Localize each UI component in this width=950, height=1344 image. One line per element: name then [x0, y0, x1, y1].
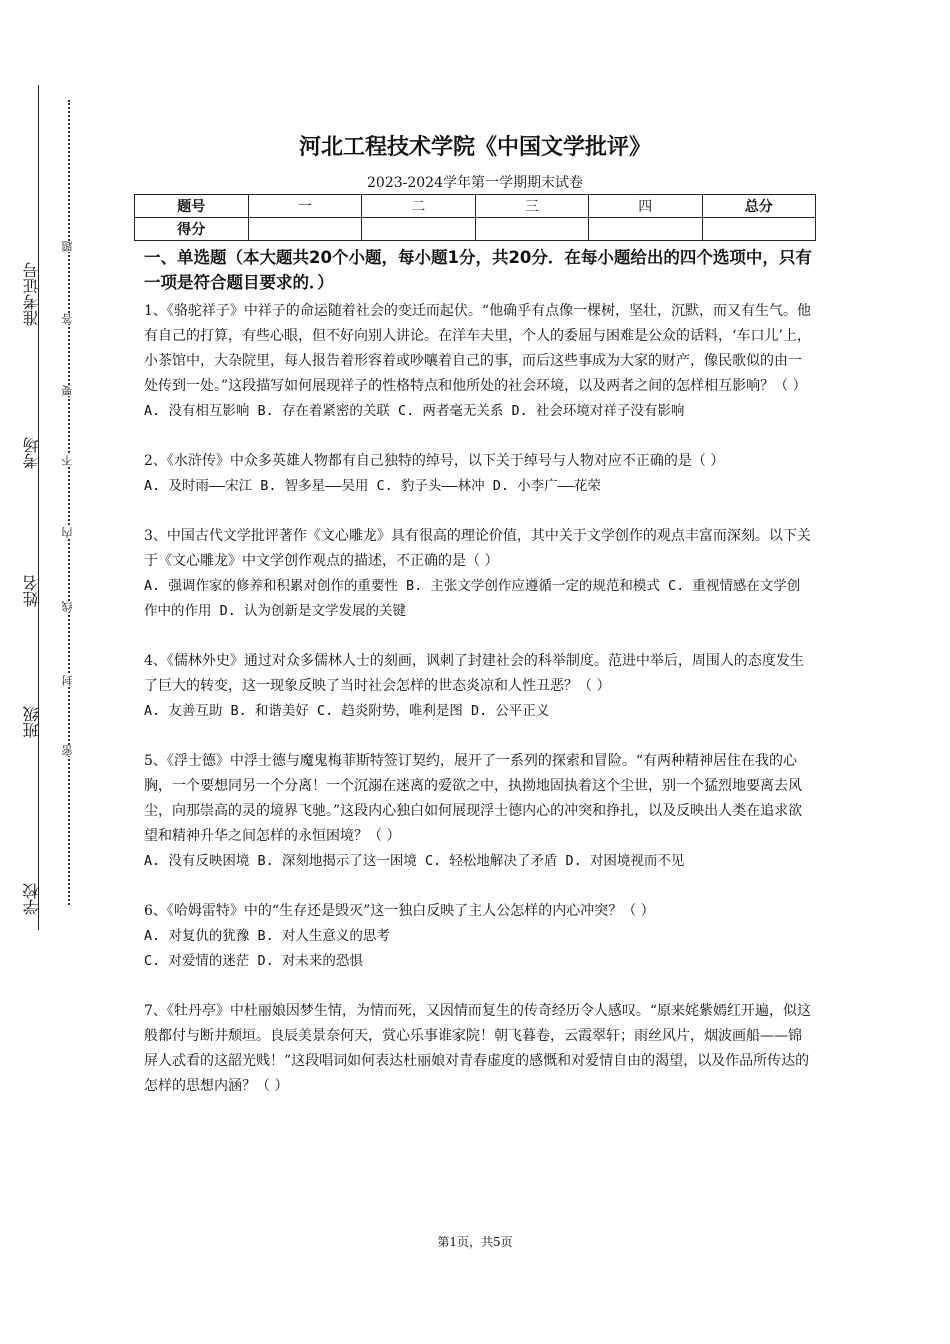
score-table	[134, 194, 816, 241]
seal-char: 要	[61, 385, 74, 396]
question-stem: 1、《骆驼祥子》中祥子的命运随着社会的变迁而起伏。“他确乎有点像一棵树，坚壮，沉默，而又有生气。他有自己的打算，有些心眼，但不好向别人讲论。在洋车夫里，个人的委屈与困难是公众的话料，‘车口儿’上，小茶馆中，大杂院里，每人报告着形容着或吵嚷着自己的事，而后这些事成为大家的财产，像民歌似的由一处传到一处。”这段描写如何展现祥子的性格特点和他所处的社会环境，以及两者之间的怎样相互影响？（ ）	[144, 303, 812, 394]
score-table-score-row	[135, 218, 816, 241]
margin-field-class: 班级	[22, 706, 41, 738]
seal-char: 线	[61, 601, 74, 612]
table-cell: 总分	[702, 195, 816, 218]
page-footer: 第1页，共5页	[437, 1235, 513, 1249]
table-cell: 得分	[135, 218, 249, 241]
table-cell: 题号	[135, 195, 249, 218]
question-options: A. 没有反映困境 B. 深刻地揭示了这一困境 C. 轻松地解决了矛盾 D. 对困境视而不见	[144, 853, 685, 869]
exam-content	[144, 245, 812, 1099]
score-cell	[589, 218, 703, 241]
question-stem: 6、《哈姆雷特》中的“生存还是毁灭”这一独白反映了主人公怎样的内心冲突？（ ）	[144, 903, 655, 919]
section-heading: 一、单选题（本大题共20个小题，每小题1分，共20分．在每小题给出的四个选项中，只有一项是符合题目要求的．）	[144, 248, 812, 292]
question-options: A. 及时雨——宋江 B. 智多星——吴用 C. 豹子头——林冲 D. 小李广——花荣	[144, 478, 601, 494]
question-stem: 4、《儒林外史》通过对众多儒林人士的刻画，讽刺了封建社会的科举制度。范进中举后，周围人的态度发生了巨大的转变，这一现象反映了当时社会怎样的世态炎凉和人性丑恶？（ ）	[144, 653, 804, 694]
margin-field-school: 学校	[22, 883, 41, 915]
binding-margin-dotted-line	[68, 100, 70, 905]
exam-title: 河北工程技术学院《中国文学批评》	[298, 135, 651, 160]
score-cell	[362, 218, 476, 241]
score-cell	[702, 218, 816, 241]
question-options: C. 对爱情的迷茫 D. 对未来的恐惧	[144, 953, 363, 969]
question-stem: 2、《水浒传》中众多英雄人物都有自己独特的绰号，以下关于绰号与人物对应不正确的是（ ）	[144, 453, 725, 469]
exam-subtitle: 2023-2024学年第一学期期末试卷	[367, 175, 583, 191]
question-options: A. 强调作家的修养和积累对创作的重要性 B. 主张文学创作应遵循一定的规范和模式 C. 重视情感在文学创作中的作用 D. 认为创新是文学发展的关键	[144, 578, 801, 619]
question-stem: 7、《牡丹亭》中杜丽娘因梦生情，为情而死，又因情而复生的传奇经历令人感叹。“原来姹紫嫣红开遍，似这般都付与断井颓垣。良辰美景奈何天，赏心乐事谁家院！朝飞暮卷，云霞翠轩；雨丝风片，烟波画船——锦屏人忒看的这韶光贱！”这段唱词如何表达杜丽娘对青春虚度的感慨和对爱情自由的渴望，以及作品所传达的怎样的思想内涵？（ ）	[144, 1003, 812, 1094]
score-cell	[475, 218, 589, 241]
seal-char: 封	[61, 675, 74, 686]
question-options: A. 对复仇的犹豫 B. 对人生意义的思考	[144, 928, 390, 944]
table-cell: 四	[589, 195, 703, 218]
seal-char: 不	[61, 455, 74, 466]
table-cell: 二	[362, 195, 476, 218]
score-cell	[248, 218, 362, 241]
margin-field-name: 姓名	[22, 575, 41, 607]
table-cell: 一	[248, 195, 362, 218]
table-cell: 三	[475, 195, 589, 218]
seal-char: 题	[61, 241, 74, 252]
question-options: A. 友善互助 B. 和谐美好 C. 趋炎附势，唯利是图 D. 公平正义	[144, 703, 550, 719]
seal-char: 内	[61, 527, 74, 538]
seal-char: 答	[61, 313, 74, 324]
binding-margin-solid-line	[38, 85, 39, 930]
score-table-header-row	[135, 195, 816, 218]
question-stem: 3、中国古代文学批评著作《文心雕龙》具有很高的理论价值，其中关于文学创作的观点丰富而深刻。以下关于《文心雕龙》中文学创作观点的描述，不正确的是（ ）	[144, 528, 811, 569]
seal-char: 密	[61, 745, 74, 756]
margin-field-exam-room: 考场	[22, 437, 41, 469]
question-stem: 5、《浮士德》中浮士德与魔鬼梅菲斯特签订契约，展开了一系列的探索和冒险。“有两种精神居住在我的心胸，一个要想同另一个分离！一个沉溺在迷离的爱欲之中，执拗地固执着这个尘世，别一个猛烈地要离去风尘，向那崇高的灵的境界飞驰。”这段内心独白如何展现浮士德内心的冲突和挣扎，以及反映出人类在追求欲望和精神升华之间怎样的永恒困境？（ ）	[144, 753, 803, 844]
margin-field-ticket-number: 准考证号	[22, 262, 41, 326]
question-options: A. 没有相互影响 B. 存在着紧密的关联 C. 两者毫无关系 D. 社会环境对祥子没有影响	[144, 403, 685, 419]
